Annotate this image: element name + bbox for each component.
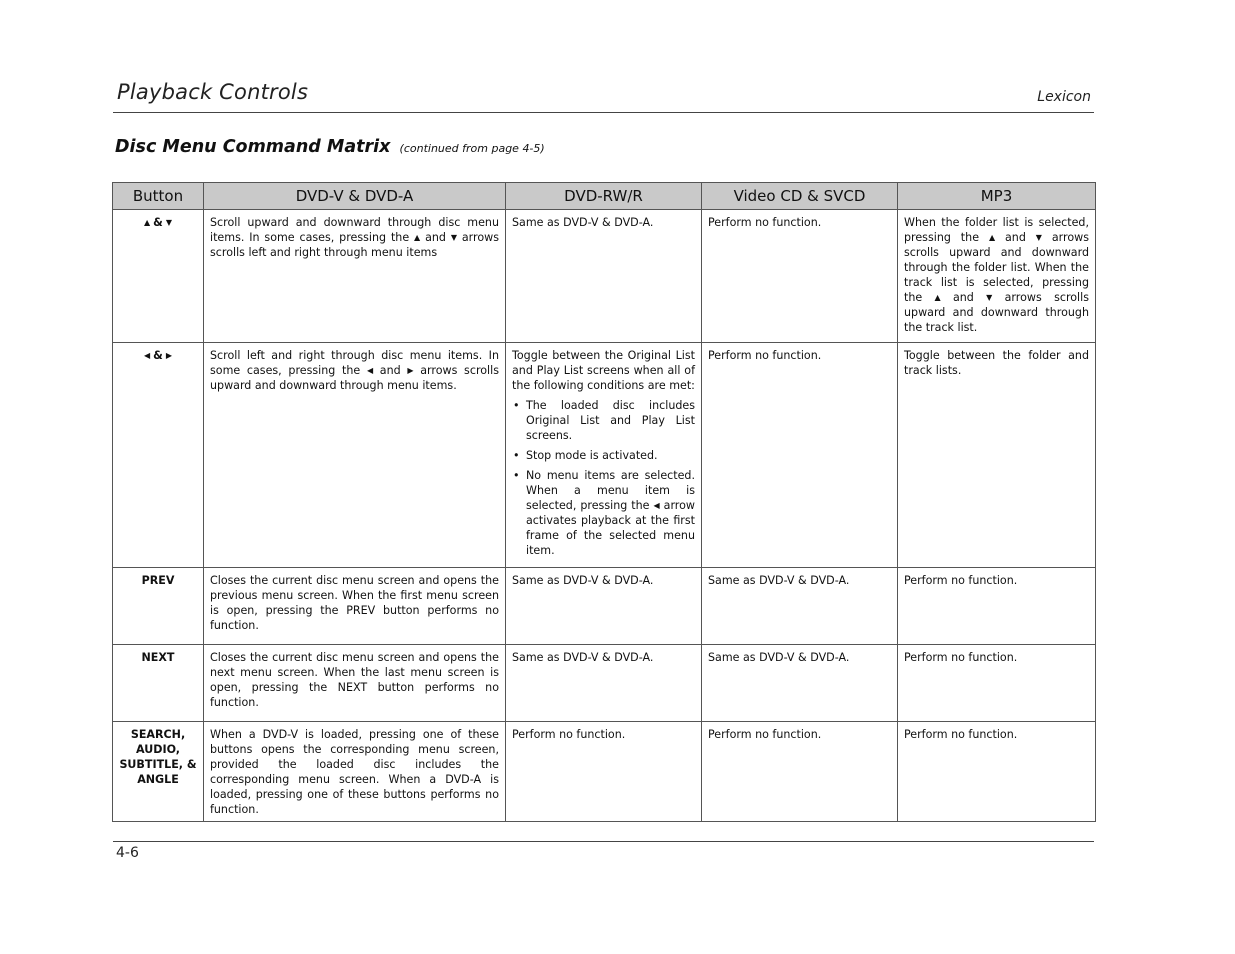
page-title: Playback Controls <box>117 80 309 104</box>
dvdrw-intro: Toggle between the Original List and Play List screens when all of the following conditions are met: <box>512 349 695 392</box>
left-arrow-icon: ◀ <box>366 366 374 375</box>
column-header-vcd: Video CD & SVCD <box>702 183 898 210</box>
left-arrow-icon: ◀ <box>653 501 660 510</box>
vcd-cell: Same as DVD-V & DVD-A. <box>702 568 898 645</box>
column-header-dvd: DVD-V & DVD-A <box>204 183 506 210</box>
page-number: 4-6 <box>116 845 139 861</box>
table-row <box>113 210 1096 343</box>
section-title: Disc Menu Command Matrix <box>115 137 391 157</box>
section-heading <box>115 137 545 157</box>
column-header-mp3: MP3 <box>898 183 1096 210</box>
right-arrow-icon: ▶ <box>407 366 414 375</box>
vcd-cell: Perform no function. <box>702 722 898 822</box>
cell-text: arrow activates playback at the first frame of the selected menu item. <box>526 499 695 557</box>
mp3-cell: Perform no function. <box>898 722 1096 822</box>
up-arrow-icon: ▲ <box>988 233 996 242</box>
header-rule <box>113 112 1094 113</box>
dvdrw-cell: Same as DVD-V & DVD-A. <box>506 645 702 722</box>
dvdrw-cell: Same as DVD-V & DVD-A. <box>506 568 702 645</box>
mp3-cell <box>898 210 1096 343</box>
cell-text: When the folder list is selected, pressing the <box>904 216 1089 244</box>
cell-text: No menu items are selected. When a menu item is selected, pressing the <box>526 469 695 512</box>
button-cell-up-down <box>113 210 204 343</box>
up-arrow-icon: ▲ <box>414 233 421 242</box>
cell-text: arrows scrolls upward and downward through the folder list. When the track list is selected, pressing the <box>904 231 1089 304</box>
down-arrow-icon: ▼ <box>165 218 172 227</box>
button-cell-next: NEXT <box>113 645 204 722</box>
button-cell-prev: PREV <box>113 568 204 645</box>
table-row <box>113 722 1096 822</box>
cell-text: arrows scrolls left and right through menu items <box>210 231 499 259</box>
footer-rule <box>113 841 1094 842</box>
list-item: • Stop mode is activated. <box>512 448 695 463</box>
vcd-cell: Perform no function. <box>702 210 898 343</box>
mp3-cell: Toggle between the folder and track lists. <box>898 343 1096 568</box>
dvdrw-cell: Same as DVD-V & DVD-A. <box>506 210 702 343</box>
dvd-cell: Closes the current disc menu screen and opens the next menu screen. When the last menu screen is open, pressing the NEXT button performs no function. <box>204 645 506 722</box>
vcd-cell: Perform no function. <box>702 343 898 568</box>
cell-text: and <box>420 231 451 244</box>
dvd-cell: Closes the current disc menu screen and opens the previous menu screen. When the first menu screen is open, pressing the PREV button performs no function. <box>204 568 506 645</box>
dvdrw-cell <box>506 343 702 568</box>
dvdrw-cell: Perform no function. <box>506 722 702 822</box>
table-header-row <box>113 183 1096 210</box>
ampersand: & <box>153 349 163 362</box>
section-subtitle: (continued from page 4-5) <box>399 142 545 155</box>
list-item <box>512 468 695 558</box>
down-arrow-icon: ▼ <box>450 233 457 242</box>
dvd-cell <box>204 343 506 568</box>
cell-text: and <box>940 291 987 304</box>
up-arrow-icon: ▲ <box>934 293 941 302</box>
down-arrow-icon: ▼ <box>1035 233 1042 242</box>
down-arrow-icon: ▼ <box>986 293 993 302</box>
column-header-button: Button <box>113 183 204 210</box>
column-header-dvdrw: DVD-RW/R <box>506 183 702 210</box>
table-row <box>113 343 1096 568</box>
dvd-cell <box>204 210 506 343</box>
mp3-cell: Perform no function. <box>898 568 1096 645</box>
vcd-cell: Same as DVD-V & DVD-A. <box>702 645 898 722</box>
command-matrix-table <box>112 182 1096 822</box>
brand-name: Lexicon <box>1037 89 1091 105</box>
cell-text: Scroll upward and downward through disc menu items. In some cases, pressing the <box>210 216 499 244</box>
cell-text: and <box>995 231 1036 244</box>
conditions-list <box>512 398 695 558</box>
list-item: • The loaded disc includes Original List and Play List screens. <box>512 398 695 443</box>
cell-text: and <box>373 364 408 377</box>
up-arrow-icon: ▲ <box>144 218 151 227</box>
left-arrow-icon: ◀ <box>144 351 151 360</box>
dvd-cell: When a DVD-V is loaded, pressing one of these buttons opens the corresponding menu screen, provided the loaded disc includes the corresponding menu screen. When a DVD-A is loaded, pressing one of these buttons performs no function. <box>204 722 506 822</box>
mp3-cell: Perform no function. <box>898 645 1096 722</box>
right-arrow-icon: ▶ <box>165 351 172 360</box>
button-cell-search-audio-subtitle-angle <box>113 722 204 822</box>
cell-text: Scroll left and right through disc menu items. In some cases, pressing the <box>210 349 499 377</box>
table-row <box>113 568 1096 645</box>
button-name: SEARCH, AUDIO, SUBTITLE, & ANGLE <box>119 728 197 786</box>
ampersand: & <box>153 216 163 229</box>
button-cell-left-right <box>113 343 204 568</box>
cell-text: arrows scrolls upward and downward through menu items. <box>210 364 499 392</box>
table-row <box>113 645 1096 722</box>
cell-text: arrows scrolls upward and downward through the track list. <box>904 291 1089 334</box>
